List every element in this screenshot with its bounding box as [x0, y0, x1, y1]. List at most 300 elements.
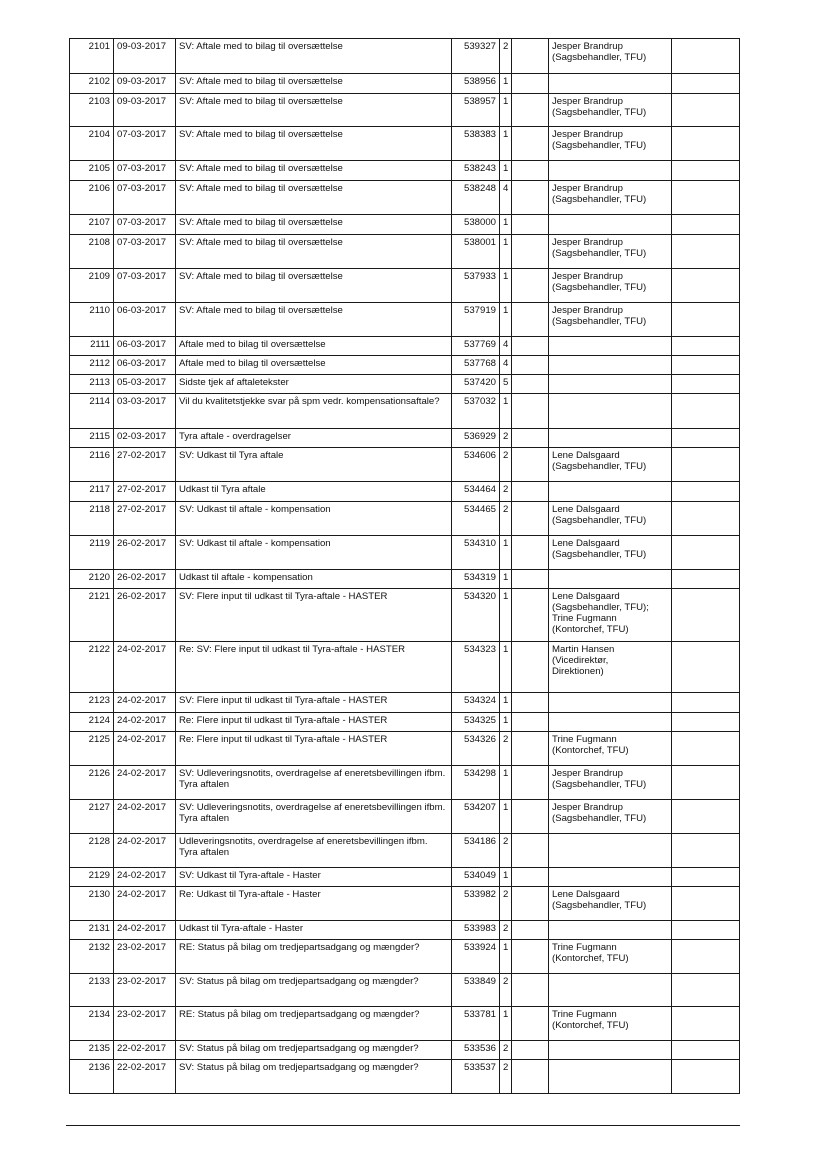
entry-date: 02-03-2017 — [114, 429, 176, 448]
table-row — [70, 536, 740, 570]
attachment-count: 2 — [500, 974, 512, 1007]
attachment-count: 1 — [500, 127, 512, 161]
recipient — [549, 1007, 672, 1041]
table-row — [70, 1007, 740, 1041]
empty-cell — [672, 921, 740, 940]
entry-number: 2105 — [70, 161, 114, 181]
empty-cell — [672, 303, 740, 337]
empty-cell — [672, 127, 740, 161]
empty-cell — [672, 448, 740, 482]
empty-cell — [512, 732, 549, 766]
attachment-count: 1 — [500, 713, 512, 732]
table-row — [70, 127, 740, 161]
attachment-count: 1 — [500, 766, 512, 800]
document-number: 534323 — [452, 642, 500, 693]
table-row — [70, 887, 740, 921]
recipient-line: Jesper Brandrup — [552, 768, 623, 779]
document-number: 536929 — [452, 429, 500, 448]
empty-cell — [512, 887, 549, 921]
empty-cell — [672, 887, 740, 921]
attachment-count: 1 — [500, 1007, 512, 1041]
recipient — [549, 693, 672, 713]
attachment-count: 4 — [500, 337, 512, 356]
document-number: 538248 — [452, 181, 500, 215]
recipient — [549, 375, 672, 394]
recipient-line: Lene Dalsgaard — [552, 450, 620, 461]
table-row — [70, 974, 740, 1007]
recipient-line: (Sagsbehandler, TFU) — [552, 549, 647, 560]
table-row — [70, 235, 740, 269]
empty-cell — [672, 375, 740, 394]
document-number: 534319 — [452, 570, 500, 589]
table-row — [70, 356, 740, 375]
attachment-count: 2 — [500, 39, 512, 74]
recipient — [549, 713, 672, 732]
entry-subject: SV: Udkast til aftale - kompensation — [176, 536, 452, 570]
recipient-line: (Sagsbehandler, TFU) — [552, 316, 647, 327]
entry-date: 27-02-2017 — [114, 448, 176, 482]
entry-date: 06-03-2017 — [114, 356, 176, 375]
entry-number: 2129 — [70, 868, 114, 887]
entry-subject: Aftale med to bilag til oversættelse — [176, 337, 452, 356]
table-row — [70, 448, 740, 482]
entry-subject: RE: Status på bilag om tredjepartsadgang og mængder? — [176, 1007, 452, 1041]
empty-cell — [672, 766, 740, 800]
recipient-line: (Sagsbehandler, TFU) — [552, 248, 647, 259]
entry-number: 2119 — [70, 536, 114, 570]
entry-date: 23-02-2017 — [114, 940, 176, 974]
document-number: 539327 — [452, 39, 500, 74]
entry-subject: SV: Aftale med to bilag til oversættelse — [176, 94, 452, 127]
recipient-line: (Kontorchef, TFU) — [552, 1020, 629, 1031]
document-number: 537768 — [452, 356, 500, 375]
empty-cell — [512, 127, 549, 161]
recipient — [549, 570, 672, 589]
empty-cell — [672, 868, 740, 887]
empty-cell — [512, 1041, 549, 1060]
entry-number: 2127 — [70, 800, 114, 834]
document-number: 533849 — [452, 974, 500, 1007]
document-number: 534298 — [452, 766, 500, 800]
document-number: 538001 — [452, 235, 500, 269]
entry-date: 24-02-2017 — [114, 834, 176, 868]
entry-number: 2112 — [70, 356, 114, 375]
empty-cell — [672, 269, 740, 303]
entry-number: 2115 — [70, 429, 114, 448]
table-row — [70, 181, 740, 215]
document-number: 534207 — [452, 800, 500, 834]
recipient-line: Lene Dalsgaard — [552, 538, 620, 549]
entry-subject: SV: Udleveringsnotits, overdragelse af eneretsbevillingen ifbm. Tyra aftalen — [176, 800, 452, 834]
entry-date: 03-03-2017 — [114, 394, 176, 429]
empty-cell — [672, 642, 740, 693]
entry-subject: SV: Udkast til Tyra aftale — [176, 448, 452, 482]
entry-subject: Udkast til aftale - kompensation — [176, 570, 452, 589]
entry-number: 2110 — [70, 303, 114, 337]
attachment-count: 1 — [500, 235, 512, 269]
table-row — [70, 482, 740, 502]
entry-subject: SV: Status på bilag om tredjepartsadgang og mængder? — [176, 1041, 452, 1060]
recipient — [549, 589, 672, 642]
empty-cell — [512, 429, 549, 448]
entry-date: 24-02-2017 — [114, 868, 176, 887]
empty-cell — [672, 536, 740, 570]
recipient-line: Lene Dalsgaard — [552, 504, 620, 515]
recipient-line: Trine Fugmann — [552, 1009, 617, 1020]
empty-cell — [672, 356, 740, 375]
empty-cell — [512, 921, 549, 940]
empty-cell — [672, 39, 740, 74]
table-row — [70, 94, 740, 127]
empty-cell — [672, 94, 740, 127]
entry-subject: SV: Udleveringsnotits, overdragelse af eneretsbevillingen ifbm. Tyra aftalen — [176, 766, 452, 800]
empty-cell — [672, 693, 740, 713]
recipient — [549, 161, 672, 181]
recipient — [549, 235, 672, 269]
entry-subject: SV: Status på bilag om tredjepartsadgang og mængder? — [176, 1060, 452, 1094]
entry-subject: Sidste tjek af aftaletekster — [176, 375, 452, 394]
entry-date: 26-02-2017 — [114, 536, 176, 570]
recipient — [549, 921, 672, 940]
recipient — [549, 1060, 672, 1094]
empty-cell — [672, 394, 740, 429]
empty-cell — [512, 337, 549, 356]
entry-number: 2118 — [70, 502, 114, 536]
recipient-line: Jesper Brandrup — [552, 41, 623, 52]
empty-cell — [512, 800, 549, 834]
table-row — [70, 642, 740, 693]
recipient-line: Trine Fugmann — [552, 734, 617, 745]
table-row — [70, 693, 740, 713]
entry-number: 2123 — [70, 693, 114, 713]
entry-subject: Re: Udkast til Tyra-aftale - Haster — [176, 887, 452, 921]
table-row — [70, 766, 740, 800]
empty-cell — [512, 39, 549, 74]
table-row — [70, 39, 740, 74]
entry-subject: Udleveringsnotits, overdragelse af eneretsbevillingen ifbm. Tyra aftalen — [176, 834, 452, 868]
document-number: 533536 — [452, 1041, 500, 1060]
recipient — [549, 356, 672, 375]
recipient-line: Jesper Brandrup — [552, 129, 623, 140]
attachment-count: 5 — [500, 375, 512, 394]
recipient-line: (Kontorchef, TFU) — [552, 953, 629, 964]
attachment-count: 1 — [500, 394, 512, 429]
document-number: 534324 — [452, 693, 500, 713]
empty-cell — [672, 482, 740, 502]
entry-subject: SV: Aftale med to bilag til oversættelse — [176, 161, 452, 181]
entry-date: 07-03-2017 — [114, 161, 176, 181]
document-number: 538383 — [452, 127, 500, 161]
document-number: 534464 — [452, 482, 500, 502]
document-number: 537919 — [452, 303, 500, 337]
entry-date: 07-03-2017 — [114, 127, 176, 161]
empty-cell — [512, 356, 549, 375]
document-number: 537933 — [452, 269, 500, 303]
document-number: 534325 — [452, 713, 500, 732]
recipient-line: Trine Fugmann — [552, 942, 617, 953]
empty-cell — [672, 732, 740, 766]
entry-date: 05-03-2017 — [114, 375, 176, 394]
entry-subject: SV: Aftale med to bilag til oversættelse — [176, 269, 452, 303]
journal-table — [69, 38, 740, 1094]
entry-number: 2134 — [70, 1007, 114, 1041]
empty-cell — [512, 1060, 549, 1094]
recipient-line: Martin Hansen — [552, 644, 615, 655]
entry-date: 09-03-2017 — [114, 39, 176, 74]
recipient-line: (Kontorchef, TFU) — [552, 624, 629, 635]
empty-cell — [672, 1007, 740, 1041]
empty-cell — [512, 161, 549, 181]
entry-number: 2116 — [70, 448, 114, 482]
recipient-line: (Sagsbehandler, TFU) — [552, 813, 647, 824]
entry-date: 24-02-2017 — [114, 642, 176, 693]
entry-subject: SV: Flere input til udkast til Tyra-aftale - HASTER — [176, 589, 452, 642]
entry-date: 26-02-2017 — [114, 589, 176, 642]
entry-subject: Re: SV: Flere input til udkast til Tyra-aftale - HASTER — [176, 642, 452, 693]
attachment-count: 2 — [500, 448, 512, 482]
table-row — [70, 834, 740, 868]
attachment-count: 1 — [500, 589, 512, 642]
document-number: 533781 — [452, 1007, 500, 1041]
recipient-line: (Sagsbehandler, TFU) — [552, 779, 647, 790]
empty-cell — [512, 589, 549, 642]
document-number: 534606 — [452, 448, 500, 482]
document-number: 538957 — [452, 94, 500, 127]
empty-cell — [672, 1041, 740, 1060]
entry-subject: SV: Aftale med to bilag til oversættelse — [176, 39, 452, 74]
attachment-count: 2 — [500, 1041, 512, 1060]
recipient-line: (Sagsbehandler, TFU) — [552, 52, 647, 63]
attachment-count: 1 — [500, 215, 512, 235]
entry-date: 09-03-2017 — [114, 74, 176, 94]
recipient — [549, 181, 672, 215]
recipient — [549, 482, 672, 502]
entry-number: 2121 — [70, 589, 114, 642]
empty-cell — [672, 1060, 740, 1094]
attachment-count: 2 — [500, 429, 512, 448]
empty-cell — [672, 215, 740, 235]
empty-cell — [512, 375, 549, 394]
recipient — [549, 642, 672, 693]
document-number: 537420 — [452, 375, 500, 394]
attachment-count: 4 — [500, 181, 512, 215]
empty-cell — [512, 834, 549, 868]
recipient — [549, 429, 672, 448]
table-row — [70, 1060, 740, 1094]
recipient — [549, 502, 672, 536]
empty-cell — [512, 94, 549, 127]
attachment-count: 2 — [500, 502, 512, 536]
attachment-count: 1 — [500, 940, 512, 974]
entry-subject: Re: Flere input til udkast til Tyra-aftale - HASTER — [176, 713, 452, 732]
document-number: 534320 — [452, 589, 500, 642]
recipient-line: (Sagsbehandler, TFU) — [552, 461, 647, 472]
empty-cell — [512, 215, 549, 235]
table-row — [70, 215, 740, 235]
entry-date: 06-03-2017 — [114, 337, 176, 356]
document-number: 533982 — [452, 887, 500, 921]
empty-cell — [672, 570, 740, 589]
recipient-line: (Sagsbehandler, TFU) — [552, 515, 647, 526]
entry-number: 2114 — [70, 394, 114, 429]
empty-cell — [512, 235, 549, 269]
entry-subject: Vil du kvalitetstjekke svar på spm vedr. kompensationsaftale? — [176, 394, 452, 429]
document-number: 533983 — [452, 921, 500, 940]
recipient — [549, 940, 672, 974]
entry-date: 27-02-2017 — [114, 502, 176, 536]
entry-number: 2102 — [70, 74, 114, 94]
entry-number: 2107 — [70, 215, 114, 235]
table-row — [70, 303, 740, 337]
empty-cell — [512, 766, 549, 800]
entry-date: 26-02-2017 — [114, 570, 176, 589]
empty-cell — [672, 713, 740, 732]
entry-subject: SV: Udkast til aftale - kompensation — [176, 502, 452, 536]
entry-number: 2136 — [70, 1060, 114, 1094]
entry-date: 22-02-2017 — [114, 1060, 176, 1094]
table-row — [70, 337, 740, 356]
attachment-count: 2 — [500, 482, 512, 502]
empty-cell — [512, 974, 549, 1007]
entry-number: 2125 — [70, 732, 114, 766]
recipient — [549, 303, 672, 337]
entry-subject: Re: Flere input til udkast til Tyra-aftale - HASTER — [176, 732, 452, 766]
entry-number: 2132 — [70, 940, 114, 974]
recipient — [549, 394, 672, 429]
entry-date: 22-02-2017 — [114, 1041, 176, 1060]
attachment-count: 1 — [500, 161, 512, 181]
entry-date: 07-03-2017 — [114, 181, 176, 215]
entry-date: 24-02-2017 — [114, 693, 176, 713]
entry-number: 2111 — [70, 337, 114, 356]
empty-cell — [672, 181, 740, 215]
recipient — [549, 766, 672, 800]
recipient — [549, 732, 672, 766]
entry-number: 2117 — [70, 482, 114, 502]
recipient-line: (Sagsbehandler, TFU) — [552, 194, 647, 205]
table-row — [70, 429, 740, 448]
recipient-line: Jesper Brandrup — [552, 802, 623, 813]
entry-subject: Aftale med to bilag til oversættelse — [176, 356, 452, 375]
entry-number: 2106 — [70, 181, 114, 215]
recipient-line: Jesper Brandrup — [552, 305, 623, 316]
empty-cell — [512, 74, 549, 94]
recipient-line: (Vicedirektør, — [552, 655, 609, 666]
journal-rows — [70, 39, 740, 1094]
entry-date: 27-02-2017 — [114, 482, 176, 502]
entry-subject: SV: Aftale med to bilag til oversættelse — [176, 215, 452, 235]
recipient — [549, 834, 672, 868]
empty-cell — [512, 693, 549, 713]
recipient-line: Lene Dalsgaard — [552, 889, 620, 900]
recipient-line: Jesper Brandrup — [552, 271, 623, 282]
empty-cell — [512, 502, 549, 536]
recipient-line: (Sagsbehandler, TFU) — [552, 140, 647, 151]
empty-cell — [512, 642, 549, 693]
table-row — [70, 375, 740, 394]
document-number: 533924 — [452, 940, 500, 974]
entry-number: 2120 — [70, 570, 114, 589]
empty-cell — [672, 834, 740, 868]
entry-date: 07-03-2017 — [114, 269, 176, 303]
document-number: 534186 — [452, 834, 500, 868]
empty-cell — [512, 394, 549, 429]
entry-number: 2108 — [70, 235, 114, 269]
recipient — [549, 887, 672, 921]
entry-number: 2135 — [70, 1041, 114, 1060]
table-row — [70, 269, 740, 303]
attachment-count: 2 — [500, 1060, 512, 1094]
recipient-line: (Sagsbehandler, TFU) — [552, 107, 647, 118]
table-row — [70, 570, 740, 589]
entry-date: 24-02-2017 — [114, 887, 176, 921]
entry-date: 23-02-2017 — [114, 974, 176, 1007]
table-row — [70, 502, 740, 536]
attachment-count: 2 — [500, 921, 512, 940]
empty-cell — [672, 337, 740, 356]
attachment-count: 1 — [500, 800, 512, 834]
entry-number: 2130 — [70, 887, 114, 921]
entry-subject: SV: Aftale med to bilag til oversættelse — [176, 127, 452, 161]
empty-cell — [672, 74, 740, 94]
recipient — [549, 448, 672, 482]
recipient — [549, 868, 672, 887]
table-row — [70, 394, 740, 429]
empty-cell — [512, 269, 549, 303]
empty-cell — [672, 940, 740, 974]
document-number: 538000 — [452, 215, 500, 235]
recipient — [549, 974, 672, 1007]
attachment-count: 1 — [500, 868, 512, 887]
attachment-count: 4 — [500, 356, 512, 375]
entry-date: 09-03-2017 — [114, 94, 176, 127]
recipient — [549, 215, 672, 235]
empty-cell — [672, 429, 740, 448]
document-number: 533537 — [452, 1060, 500, 1094]
recipient-line: Direktionen) — [552, 666, 604, 677]
document-sheet — [69, 38, 739, 1094]
entry-date: 06-03-2017 — [114, 303, 176, 337]
entry-date: 24-02-2017 — [114, 921, 176, 940]
empty-cell — [512, 1007, 549, 1041]
table-row — [70, 161, 740, 181]
table-row — [70, 74, 740, 94]
entry-subject: SV: Aftale med to bilag til oversættelse — [176, 303, 452, 337]
attachment-count: 1 — [500, 693, 512, 713]
table-row — [70, 589, 740, 642]
entry-subject: SV: Aftale med to bilag til oversættelse — [176, 181, 452, 215]
recipient — [549, 39, 672, 74]
entry-date: 07-03-2017 — [114, 235, 176, 269]
empty-cell — [512, 868, 549, 887]
entry-subject: RE: Status på bilag om tredjepartsadgang og mængder? — [176, 940, 452, 974]
empty-cell — [672, 589, 740, 642]
entry-subject: SV: Flere input til udkast til Tyra-aftale - HASTER — [176, 693, 452, 713]
table-row — [70, 732, 740, 766]
table-row — [70, 868, 740, 887]
empty-cell — [512, 482, 549, 502]
attachment-count: 2 — [500, 732, 512, 766]
attachment-count: 1 — [500, 536, 512, 570]
recipient-line: Jesper Brandrup — [552, 237, 623, 248]
recipient — [549, 337, 672, 356]
entry-date: 07-03-2017 — [114, 215, 176, 235]
empty-cell — [512, 570, 549, 589]
empty-cell — [512, 303, 549, 337]
entry-number: 2122 — [70, 642, 114, 693]
recipient-line: Lene Dalsgaard — [552, 591, 620, 602]
recipient — [549, 269, 672, 303]
